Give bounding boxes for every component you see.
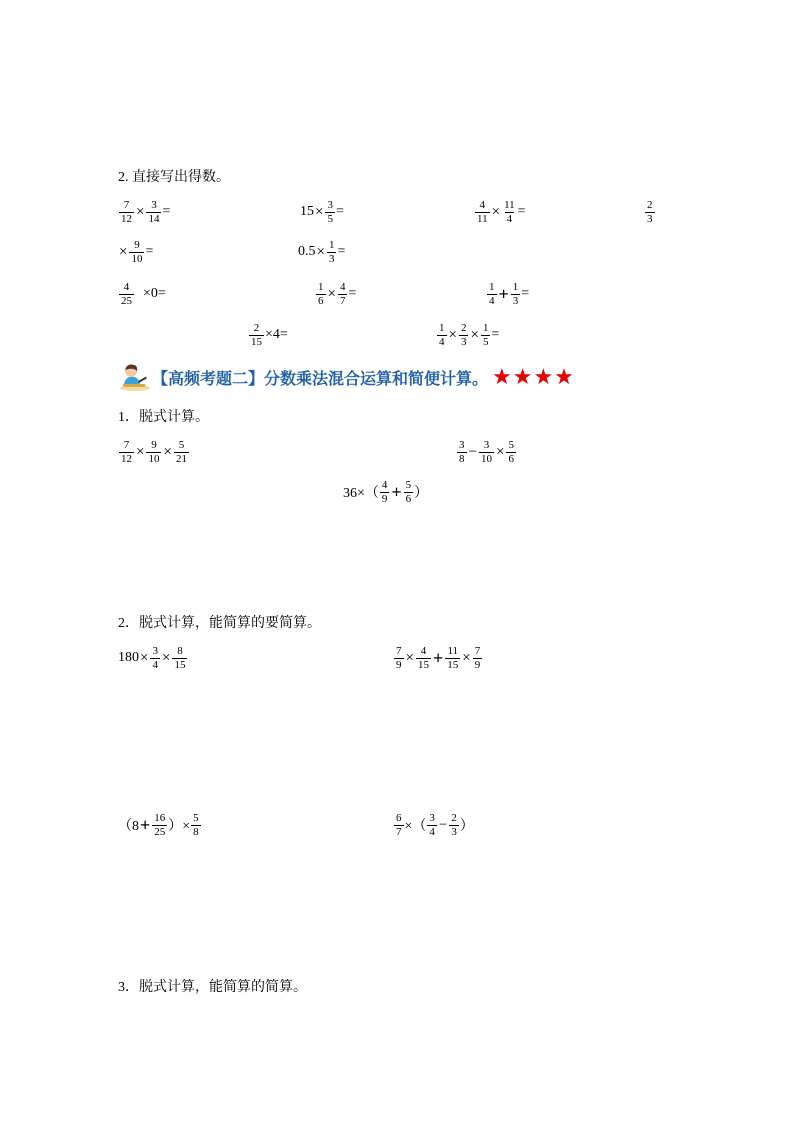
fraction: $\frac{7}{9}$	[474, 644, 481, 671]
question-title: 2．脱式计算，能简算的要简算。	[118, 616, 321, 631]
fraction: $\frac{4}{25}$	[121, 280, 132, 307]
question-title: 3．脱式计算，能简算的简算。	[118, 980, 307, 995]
fraction: $\frac{2}{3}$	[460, 321, 467, 348]
oral-item-6: 0.5 × $\frac{1}{3}$ =	[298, 238, 346, 265]
calc-expression-7: $\frac{6}{7}$ ×（ $\frac{3}{4}$ − $\frac{2}{3}$ ）	[396, 811, 474, 838]
question-title: 2. 直接写出得数。	[118, 170, 230, 185]
fraction: $\frac{4}{9}$	[381, 478, 388, 505]
calc-expression-5: $\frac{7}{9}$ × $\frac{4}{15}$ + $\frac{11}{15}$ × $\frac{7}{9}$	[396, 644, 481, 671]
fraction: $\frac{5}{6}$	[508, 438, 514, 465]
fraction: $\frac{5}{8}$	[193, 811, 199, 838]
fraction: $\frac{7}{9}$	[396, 644, 402, 671]
fraction: $\frac{16}{25}$	[154, 811, 166, 838]
calc-expression-4: 180 × $\frac{3}{4}$ × $\frac{8}{15}$	[118, 644, 186, 671]
fraction: $\frac{1}{4}$	[439, 321, 445, 348]
fraction: $\frac{1}{6}$	[318, 280, 324, 307]
fraction: $\frac{3}{4}$	[152, 644, 158, 671]
fraction: $\frac{1}{5}$	[482, 321, 489, 348]
fraction: $\frac{1}{4}$	[489, 280, 495, 307]
fraction: $\frac{1}{3}$	[328, 238, 335, 265]
fraction: $\frac{2}{3}$	[451, 811, 457, 838]
oral-item-9: $\frac{1}{4}$ + $\frac{1}{3}$ =	[489, 280, 530, 307]
oral-item-4	[644, 195, 656, 229]
section-banner-text: 【高频考题二】分数乘法混合运算和简便计算。	[152, 368, 489, 388]
fraction: $\frac{3}{8}$	[459, 438, 465, 465]
calc-expression-2: $\frac{3}{8}$ − $\frac{3}{10}$ × $\frac{5}{6}$	[459, 438, 514, 465]
oral-item-11: $\frac{1}{4}$ × $\frac{2}{3}$ × $\frac{1}{5}$ =	[439, 321, 500, 348]
calc-expression-3: 36×（ $\frac{4}{9}$ + $\frac{5}{6}$ ）	[343, 478, 429, 505]
fraction: $\frac{4}{15}$	[417, 644, 429, 671]
fraction: $\frac{4}{11}$	[477, 198, 488, 225]
fraction: $\frac{9}{10}$	[148, 438, 160, 465]
fraction: $\frac{3}{5}$	[327, 198, 333, 225]
question-title: 1．脱式计算。	[118, 410, 209, 425]
oral-item-10: $\frac{2}{15}$ ×4=	[251, 321, 288, 348]
fraction: $\frac{7}{12}$	[121, 198, 132, 225]
fraction: $\frac{11}{4}$	[504, 198, 515, 225]
student-writing-icon	[118, 362, 152, 392]
oral-item-2: 15 × $\frac{3}{5}$ =	[300, 198, 344, 225]
oral-item-7: $\frac{4}{25}$ ×0=	[121, 280, 166, 307]
fraction: $\frac{5}{21}$	[175, 438, 187, 465]
oral-item-5: × $\frac{9}{10}$ =	[119, 238, 154, 265]
fraction: $\frac{9}{10}$	[131, 238, 143, 265]
fraction: $\frac{2}{15}$	[251, 321, 262, 348]
fraction: $\frac{8}{15}$	[174, 644, 186, 671]
fraction: $\frac{5}{6}$	[405, 478, 412, 505]
calc-expression-1: $\frac{7}{12}$ × $\frac{9}{10}$ × $\frac{5}{21}$	[121, 438, 187, 465]
oral-item-8: $\frac{1}{6}$ × $\frac{4}{7}$ =	[318, 280, 357, 307]
fraction: $\frac{2}{3}$	[647, 198, 653, 225]
calc-expression-6: （8 + $\frac{16}{25}$ ）× $\frac{5}{8}$	[118, 811, 199, 838]
fraction: $\frac{3}{4}$	[429, 811, 435, 838]
fraction: $\frac{11}{15}$	[447, 644, 459, 671]
fraction: $\frac{7}{12}$	[121, 438, 132, 465]
oral-item-3: $\frac{4}{11}$ × $\frac{11}{4}$ =	[477, 198, 526, 225]
section-banner	[118, 362, 575, 392]
fraction: $\frac{3}{10}$	[480, 438, 492, 465]
fraction: $\frac{6}{7}$	[396, 811, 402, 838]
fraction: $\frac{1}{3}$	[512, 280, 519, 307]
fraction: $\frac{4}{7}$	[339, 280, 346, 307]
difficulty-stars: ★★★★	[492, 364, 575, 389]
fraction: $\frac{3}{14}$	[148, 198, 160, 225]
oral-item-1: $\frac{7}{12}$ × $\frac{3}{14}$ =	[121, 198, 171, 225]
